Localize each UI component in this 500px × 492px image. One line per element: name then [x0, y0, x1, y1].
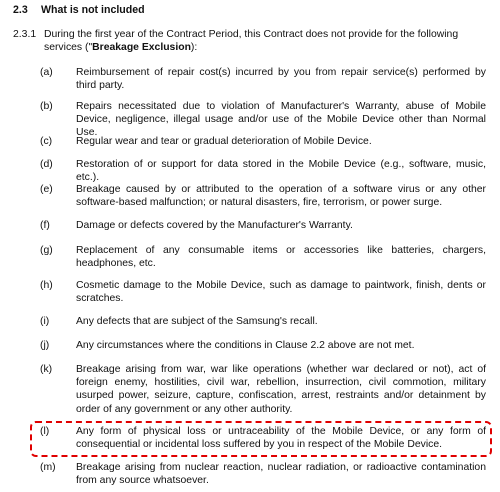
item-label: (k)	[40, 364, 53, 375]
item-text: Any circumstances where the conditions in Clause 2.2 above are not met.	[76, 340, 415, 351]
clause-number: 2.3.1	[13, 29, 37, 40]
clause-text-before: During the first year of the Contract Period, this Contract does not provide for the following services ("	[44, 29, 459, 54]
item-label: (j)	[40, 340, 50, 351]
item-text: Breakage caused by or attributed to the operation of a software virus or any other software-based malfunction; or natural disasters, fire, terrorism, or power surge.	[76, 184, 486, 209]
item-text: Replacement of any consumable items or accessories like batteries, chargers, headphones, etc.	[76, 245, 486, 270]
item-label: (f)	[40, 220, 50, 231]
clause-bold-term: Breakage Exclusion	[92, 42, 191, 54]
item-label: (m)	[40, 462, 56, 473]
item-label: (c)	[40, 136, 53, 147]
clause-text-after: ):	[190, 42, 198, 54]
section-number: 2.3	[13, 4, 28, 16]
item-text: Repairs necessitated due to violation of Manufacturer's Warranty, abuse of Mobile Device, negligence, illegal usage and/or use of the Mobile Device other than Normal Use.	[76, 101, 486, 139]
item-label: (d)	[40, 159, 53, 170]
item-label: (b)	[40, 101, 53, 112]
section-title: What is not included	[41, 4, 145, 16]
item-text: Regular wear and tear or gradual deterioration of Mobile Device.	[76, 136, 372, 147]
item-label: (a)	[40, 67, 53, 78]
item-label: (h)	[40, 280, 53, 291]
item-text: Breakage arising from war, war like operations (whether war declared or not), act of foreign enemy, hostilities, civil war, rebellion, insurrection, civil commotion, military usurped power, seizure, capture, confiscation, arrest, restraints and/or detainment by order of any government or any other authority.	[76, 364, 486, 415]
item-text: Cosmetic damage to the Mobile Device, such as damage to paintwork, finish, dents or scratches.	[76, 280, 486, 305]
item-text: Any defects that are subject of the Samsung's recall.	[76, 316, 318, 327]
item-label: (i)	[40, 316, 50, 327]
item-label: (l)	[40, 426, 50, 437]
item-text: Reimbursement of repair cost(s) incurred by you from repair service(s) performed by third party.	[76, 67, 486, 92]
item-text: Damage or defects covered by the Manufacturer's Warranty.	[76, 220, 353, 231]
item-text: Any form of physical loss or untraceability of the Mobile Device, or any form of consequential or incidental loss suffered by you in respect of the Mobile Device.	[76, 426, 486, 451]
clause-text	[44, 28, 494, 54]
item-label: (e)	[40, 184, 53, 195]
item-text: Breakage arising from nuclear reaction, nuclear radiation, or radioactive contamination from any source whatsoever.	[76, 462, 486, 487]
item-label: (g)	[40, 245, 53, 256]
item-text: Restoration of or support for data stored in the Mobile Device (e.g., software, music, etc.).	[76, 159, 486, 184]
section-heading	[13, 4, 145, 17]
